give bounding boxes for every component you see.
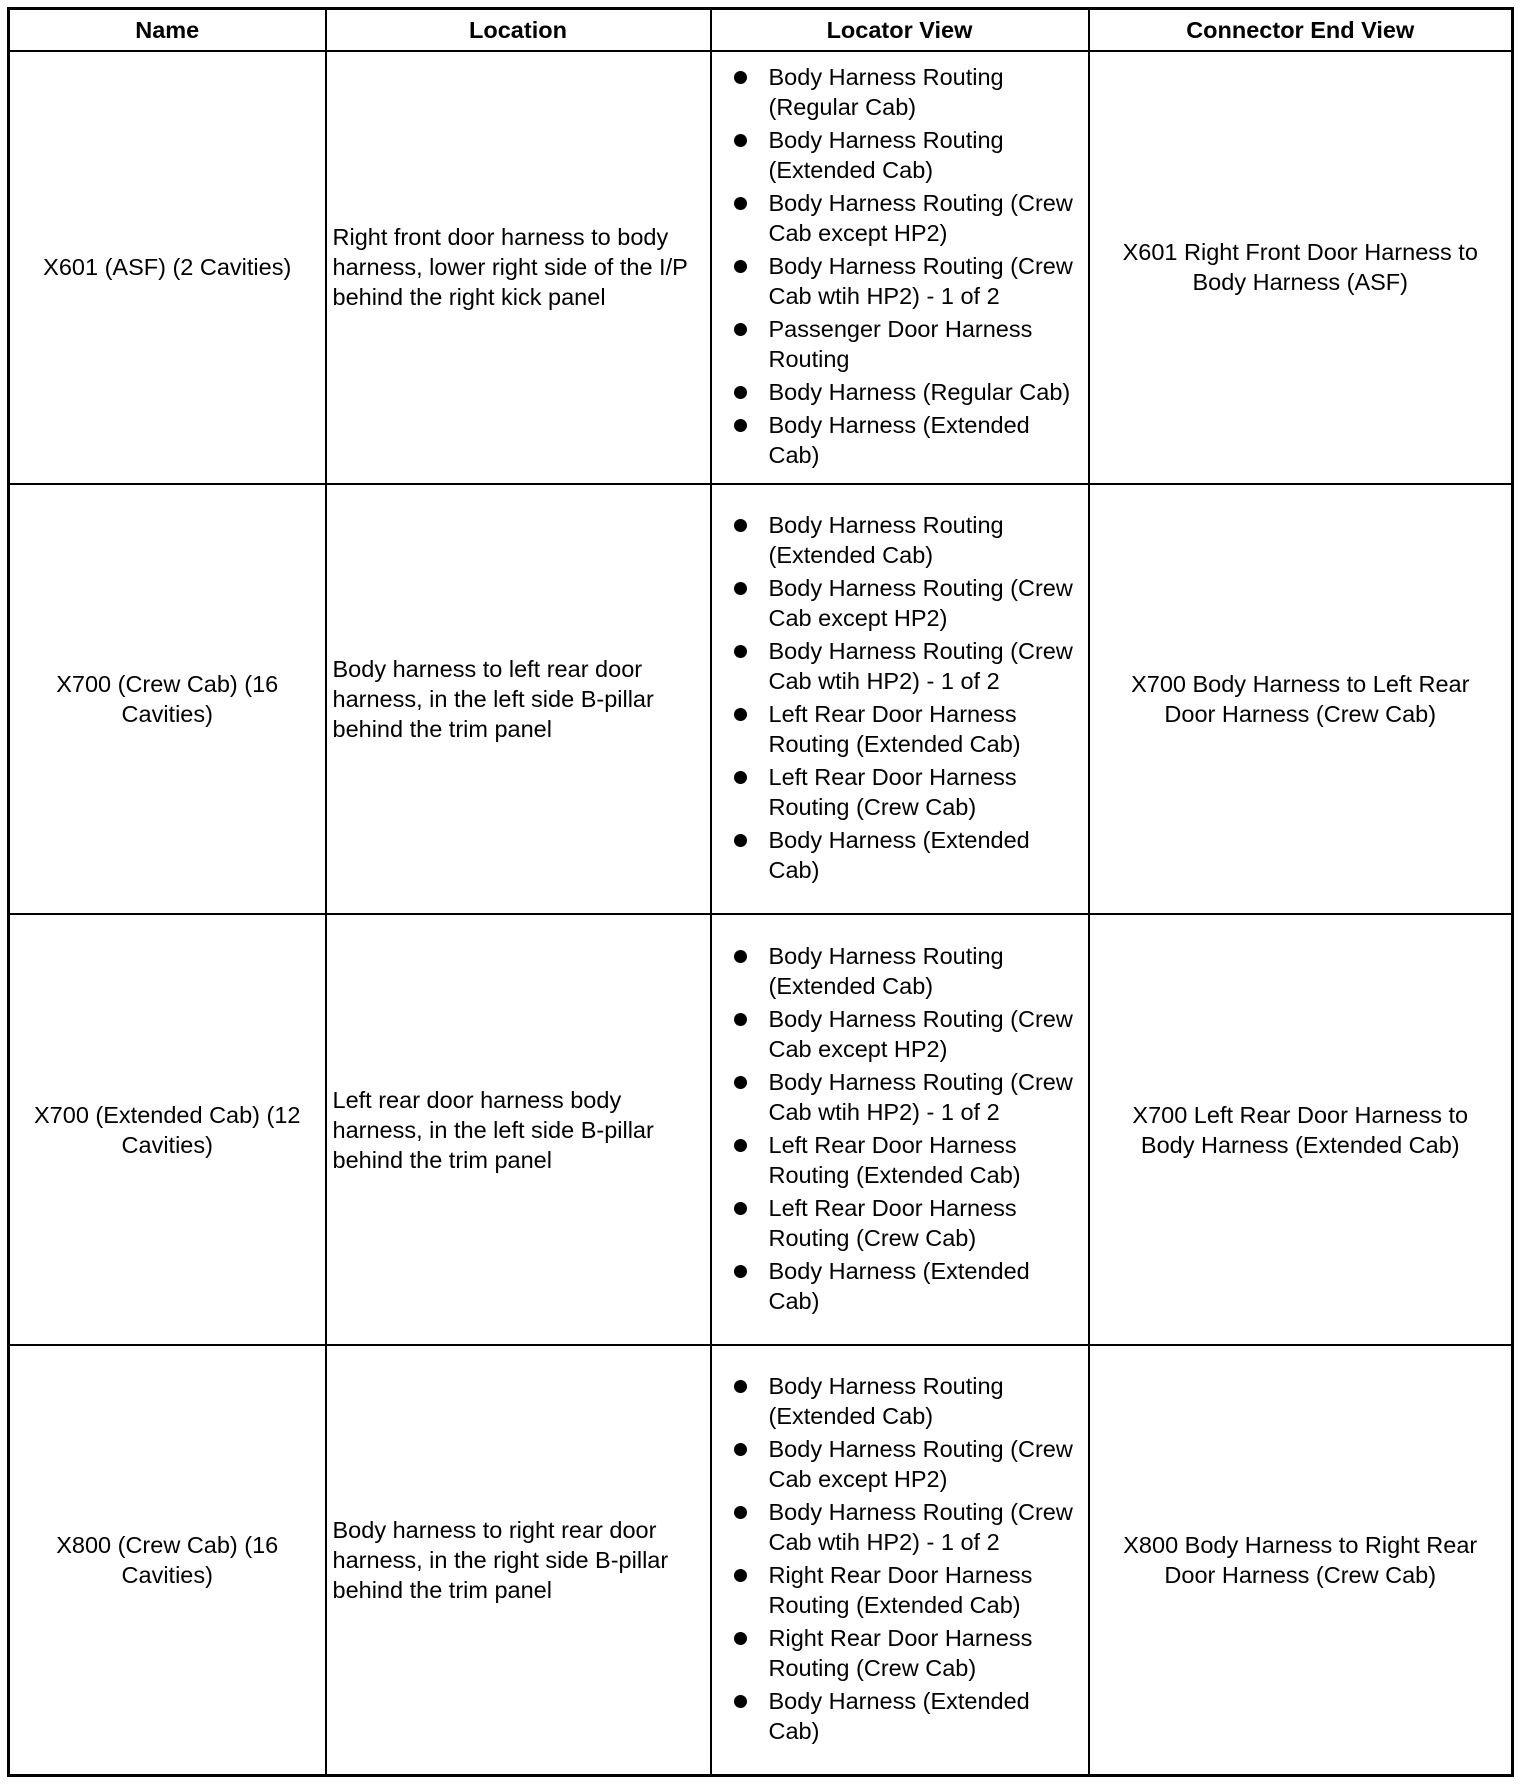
connector-end-view-link[interactable]: X700 Body Harness to Left Rear Door Harness (Crew Cab)	[1089, 484, 1513, 915]
locator-view-link[interactable]: Left Rear Door Harness Routing (Extended Cab)	[732, 699, 1082, 759]
locator-view-link[interactable]: Body Harness Routing (Extended Cab)	[732, 510, 1082, 570]
table-row	[9, 1345, 1513, 1776]
locator-view-link[interactable]: Body Harness Routing (Crew Cab wtih HP2) - 1 of 2	[732, 251, 1082, 311]
locator-view-list	[732, 1371, 1082, 1746]
locator-view-link[interactable]: Body Harness Routing (Crew Cab wtih HP2) - 1 of 2	[732, 636, 1082, 696]
locator-view-link[interactable]: Body Harness Routing (Crew Cab except HP2)	[732, 1004, 1082, 1064]
connector-end-view-link[interactable]: X601 Right Front Door Harness to Body Harness (ASF)	[1089, 51, 1513, 484]
locator-view-link[interactable]: Left Rear Door Harness Routing (Extended Cab)	[732, 1130, 1082, 1190]
location-cell: Body harness to left rear door harness, in the left side B-pillar behind the trim panel	[326, 484, 711, 915]
locator-view-link[interactable]: Left Rear Door Harness Routing (Crew Cab)	[732, 1193, 1082, 1253]
locator-view-link[interactable]: Body Harness Routing (Regular Cab)	[732, 62, 1082, 122]
locator-view-link[interactable]: Right Rear Door Harness Routing (Crew Cab)	[732, 1623, 1082, 1683]
connector-end-view-link[interactable]: X700 Left Rear Door Harness to Body Harness (Extended Cab)	[1089, 914, 1513, 1345]
location-cell: Left rear door harness body harness, in the left side B-pillar behind the trim panel	[326, 914, 711, 1345]
connector-end-view-link[interactable]: X800 Body Harness to Right Rear Door Harness (Crew Cab)	[1089, 1345, 1513, 1776]
location-cell: Right front door harness to body harness, lower right side of the I/P behind the right kick panel	[326, 51, 711, 484]
locator-view-cell	[711, 51, 1089, 484]
header-locator-view: Locator View	[711, 9, 1089, 52]
locator-view-cell	[711, 1345, 1089, 1776]
header-row	[9, 9, 1513, 52]
locator-view-cell	[711, 914, 1089, 1345]
table-row	[9, 51, 1513, 484]
table-row	[9, 914, 1513, 1345]
locator-view-link[interactable]: Body Harness Routing (Crew Cab except HP2)	[732, 1434, 1082, 1494]
locator-view-link[interactable]: Left Rear Door Harness Routing (Crew Cab)	[732, 762, 1082, 822]
header-name: Name	[9, 9, 326, 52]
locator-view-link[interactable]: Body Harness (Extended Cab)	[732, 1256, 1082, 1316]
locator-view-link[interactable]: Body Harness (Extended Cab)	[732, 1686, 1082, 1746]
table-row	[9, 484, 1513, 915]
locator-view-link[interactable]: Body Harness Routing (Extended Cab)	[732, 125, 1082, 185]
locator-view-link[interactable]: Body Harness (Regular Cab)	[732, 377, 1082, 407]
location-cell: Body harness to right rear door harness, in the right side B-pillar behind the trim panel	[326, 1345, 711, 1776]
connector-name-cell: X700 (Crew Cab) (16 Cavities)	[9, 484, 326, 915]
header-connector-end-view: Connector End View	[1089, 9, 1513, 52]
locator-view-link[interactable]: Body Harness Routing (Crew Cab except HP2)	[732, 573, 1082, 633]
connector-name-cell: X800 (Crew Cab) (16 Cavities)	[9, 1345, 326, 1776]
locator-view-link[interactable]: Body Harness Routing (Crew Cab except HP2)	[732, 188, 1082, 248]
locator-view-link[interactable]: Body Harness (Extended Cab)	[732, 410, 1082, 470]
locator-view-link[interactable]: Passenger Door Harness Routing	[732, 314, 1082, 374]
locator-view-link[interactable]: Body Harness Routing (Extended Cab)	[732, 941, 1082, 1001]
connector-name-cell: X700 (Extended Cab) (12 Cavities)	[9, 914, 326, 1345]
locator-view-link[interactable]: Body Harness Routing (Crew Cab wtih HP2) - 1 of 2	[732, 1497, 1082, 1557]
locator-view-link[interactable]: Right Rear Door Harness Routing (Extended Cab)	[732, 1560, 1082, 1620]
locator-view-cell	[711, 484, 1089, 915]
locator-view-link[interactable]: Body Harness (Extended Cab)	[732, 825, 1082, 885]
locator-view-link[interactable]: Body Harness Routing (Extended Cab)	[732, 1371, 1082, 1431]
connector-table	[7, 7, 1514, 1777]
locator-view-list	[732, 510, 1082, 885]
connector-table-container	[7, 7, 1511, 1777]
locator-view-list	[732, 62, 1082, 470]
locator-view-link[interactable]: Body Harness Routing (Crew Cab wtih HP2) - 1 of 2	[732, 1067, 1082, 1127]
locator-view-list	[732, 941, 1082, 1316]
header-location: Location	[326, 9, 711, 52]
connector-name-cell: X601 (ASF) (2 Cavities)	[9, 51, 326, 484]
